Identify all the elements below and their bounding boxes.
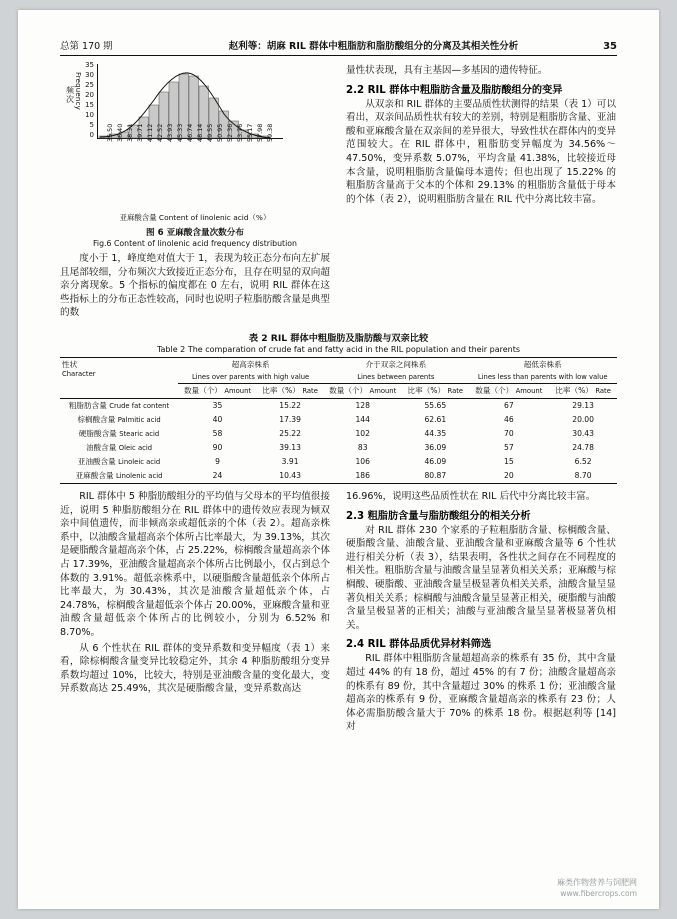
row-0-c0: 35 <box>212 401 223 411</box>
y-axis-label-cn: 频 次 <box>66 86 74 104</box>
row-2-c2: 102 <box>355 429 370 439</box>
sub-amount-1: 数量（个） Amount <box>178 383 257 398</box>
row-2-c1: 25.22 <box>279 429 301 439</box>
row-3-c5: 24.78 <box>572 443 594 453</box>
row-4-c4: 15 <box>503 457 514 467</box>
table-row <box>60 427 617 441</box>
row-5-label: 亚麻酸含量 Linolenic acid <box>60 469 178 484</box>
figure-6 <box>60 61 330 248</box>
table-2-grid <box>60 357 617 484</box>
table-caption-en: Table 2 The comparation of crude fat and fatty acid in the RIL population and their parents <box>156 344 521 354</box>
x-tick-13: 53.76 <box>236 123 244 142</box>
y-tick-2: 25 <box>85 81 94 89</box>
table-2 <box>60 330 617 484</box>
row-4-c3: 46.09 <box>424 457 447 467</box>
top-columns <box>60 61 617 322</box>
table-row <box>60 469 617 484</box>
paper-page <box>18 10 659 909</box>
row-5-c5: 8.70 <box>549 469 617 484</box>
row-2-c4: 70 <box>503 429 514 439</box>
table-row <box>60 441 617 455</box>
x-tick-2: 38.31 <box>126 123 134 142</box>
table-row <box>60 455 617 469</box>
y-tick-1: 30 <box>85 71 94 79</box>
x-tick-1: 36.40 <box>116 123 124 142</box>
bottom-right-paragraph-1: 16.96%，说明这些品质性状在 RIL 后代中分离比较丰富。 <box>346 490 596 502</box>
sub-rate-1: 比率（%） Rate <box>257 383 323 398</box>
row-3-c4: 57 <box>503 443 514 453</box>
row-0-c4: 67 <box>503 401 514 411</box>
sub-amount-3: 数量（个） Amount <box>468 383 549 398</box>
figure-caption-cn: 图 6 亚麻酸含量次数分布 <box>146 228 244 238</box>
x-tick-16: 59.38 <box>266 123 274 142</box>
section-heading-2-2: 2.2 RIL 群体中粗脂肪含量及脂肪酸组分的变异 <box>346 84 563 96</box>
x-tick-6: 43.93 <box>166 123 174 142</box>
left-column-top <box>60 61 330 322</box>
group-high-en: Lines over parents with high value <box>178 372 323 384</box>
x-tick-4: 41.12 <box>146 123 154 142</box>
table-row <box>60 398 617 413</box>
y-tick-4: 15 <box>85 101 94 109</box>
row-2-label: 硬脂酸含量 Stearic acid <box>78 429 160 439</box>
frequency-chart <box>66 61 321 182</box>
row-5-c0: 24 <box>178 469 257 484</box>
row-4-c5: 6.52 <box>574 457 592 467</box>
y-tick-5: 10 <box>85 111 94 119</box>
row-3-c3: 36.09 <box>424 443 447 453</box>
row-1-c3: 62.61 <box>424 415 447 425</box>
bottom-left-paragraph-2: 从 6 个性状在 RIL 群体的变异系数和变异幅度（表 1）来看，除棕榈酸含量变异比较稳定外，其余 4 种脂肪酸组分变异系数均超过 10%，比较大，特别是亚油酸含量的变化最大，变异系数高达 25.49%，其次是硬脂酸含量，变异系数高达 <box>60 642 330 695</box>
row-2-c3: 44.35 <box>424 429 447 439</box>
x-tick-15: 57.98 <box>256 123 264 142</box>
table-row <box>60 413 617 427</box>
row-2-c0: 58 <box>212 429 223 439</box>
x-tick-12: 52.36 <box>226 123 234 142</box>
x-tick-14: 55.17 <box>246 123 254 142</box>
right-paragraph-2: 从双亲和 RIL 群体的主要品质性状测得的结果（表 1）可以看出，双亲间品质性状有较大的差别，特别是粗脂肪含量、亚油酸和亚麻酸含量在双亲间的差异很大，导致性状在群体内的变异范围较大。在 RIL 群体中，粗脂肪变异幅度为 34.56%～47.50%，变异系数 5.07%，平均含量 41.38%，比较接近母本含量，说明粗脂肪含量偏母本遗传；但也出现了 15.22% 的粗脂肪含量高于父本的个体和 29.13% 的粗脂肪含量低于母本的个体（表 2），说明粗脂肪含量在 RIL 代中分离比较丰富。 <box>346 98 616 205</box>
row-1-c1: 17.39 <box>279 415 301 425</box>
running-head-left: 总第 170 期 <box>60 41 113 52</box>
sub-rate-2: 比率（%） Rate <box>402 383 468 398</box>
row-0-c3: 55.65 <box>424 401 447 411</box>
left-paragraph-1: 度小于 1，峰度绝对值大于 1，表现为较正态分布向左扩展且尾部较细，分布频次大致接近正态分布，且存在明显的双向超亲分离现象。5 个指标的偏度都在 0 左右，说明 RIL 群体在这些指标上的分布正态性较高，同时也说明子粒脂肪酸含量是典型的数 <box>60 253 330 319</box>
section-heading-2-3: 2.3 粗脂肪含量与脂肪酸组分的相关分析 <box>346 510 531 522</box>
y-tick-7: 0 <box>89 131 94 139</box>
y-tick-0: 35 <box>85 61 94 69</box>
row-3-c0: 90 <box>212 443 223 453</box>
table-header-row-groups <box>60 357 617 372</box>
x-tick-10: 49.55 <box>206 123 214 142</box>
row-1-label: 棕榈酸含量 Palmitic acid <box>77 415 161 425</box>
header-character-en: Character <box>62 370 96 379</box>
y-tick-6: 5 <box>89 121 94 129</box>
watermark-title: 麻类作物营养与饲肥网 <box>557 878 637 887</box>
row-5-c3: 80.87 <box>402 469 468 484</box>
x-tick-8: 46.74 <box>186 123 194 142</box>
watermark <box>557 877 637 899</box>
x-tick-9: 48.14 <box>196 123 204 142</box>
group-low-cn: 超低亲株系 <box>468 357 617 372</box>
y-axis-label-en: Frequency <box>74 72 82 110</box>
x-tick-3: 39.71 <box>136 123 144 142</box>
row-1-c2: 144 <box>355 415 370 425</box>
group-low-en: Lines less than parents with low value <box>468 372 617 384</box>
figure-caption-en: Fig.6 Content of linolenic acid frequency distribution <box>93 239 297 248</box>
row-0-c1: 15.22 <box>279 401 301 411</box>
table-caption-cn: 表 2 RIL 群体中粗脂肪及脂肪酸与双亲比较 <box>248 332 429 344</box>
right-paragraph-1: 量性状表现，具有主基因—多基因的遗传特征。 <box>346 65 548 76</box>
page-number: 35 <box>603 41 617 52</box>
row-4-label: 亚油酸含量 Linoleic acid <box>77 457 161 467</box>
x-tick-7: 45.33 <box>176 123 184 142</box>
right-column-bottom <box>346 490 616 736</box>
header-character <box>60 357 178 383</box>
row-4-c0: 9 <box>215 457 220 467</box>
header-rule <box>60 55 617 56</box>
bottom-columns <box>60 490 617 736</box>
bottom-left-paragraph-1: RIL 群体中 5 种脂肪酸组分的平均值与父母本的平均值很接近，说明 5 种脂肪酸组分在 RIL 群体中的遗传效应表现为倾双亲中间值遗传，而非倾高亲或超低亲的个体（表 2）。超高亲株系中，以油酸含量超高亲个体所占比率最大，为 39.13%，其次是硬脂酸含量超高亲个体，占 25.22%，棕榈酸含量超高亲个体占 17.39%，亚油酸含量超高亲个体所占比例最小，仅占到总个体数的 3.91%。超低亲株系中，以硬脂酸含量超低亲个体所占比率最大，为 30.43%，其次是油酸含量超低亲个体，占 24.78%，棕榈酸含量超低亲个体占 20.00%，亚麻酸含量和亚油酸含量超低亲个体所占的比例较小，分别为 6.52% 和 8.70%。 <box>60 490 330 638</box>
row-3-c2: 83 <box>357 443 368 453</box>
right-column-top <box>346 64 616 322</box>
group-between-en: Lines between parents <box>323 372 468 384</box>
page-content <box>60 38 617 736</box>
row-0-c2: 128 <box>355 401 370 411</box>
y-tick-3: 20 <box>85 91 94 99</box>
row-3-label: 油酸含量 Oleic acid <box>85 443 153 453</box>
x-tick-0: 35.50 <box>106 123 114 142</box>
row-5-c2: 186 <box>323 469 402 484</box>
sub-rate-3: 比率（%） Rate <box>549 383 617 398</box>
x-tick-11: 50.95 <box>216 123 224 142</box>
table-subheader-row <box>60 383 617 398</box>
row-1-c0: 40 <box>212 415 223 425</box>
watermark-url: www.fibercrops.com <box>560 889 637 898</box>
row-0-c5: 29.13 <box>572 401 594 411</box>
header-character-cn: 性状 <box>62 360 78 370</box>
running-head <box>60 38 617 55</box>
group-high-cn: 超高亲株系 <box>178 357 323 372</box>
row-1-c4: 46 <box>503 415 514 425</box>
row-0-label: 粗脂肪含量 Crude fat content <box>68 401 170 411</box>
row-1-c5: 20.00 <box>572 415 594 425</box>
section-heading-2-4: 2.4 RIL 群体品质优异材料筛选 <box>346 639 492 651</box>
row-2-c5: 30.43 <box>572 429 594 439</box>
sub-amount-2: 数量（个） Amount <box>323 383 402 398</box>
group-between-cn: 介于双亲之间株系 <box>323 357 468 372</box>
x-tick-5: 42.52 <box>156 123 164 142</box>
row-5-c4: 20 <box>468 469 549 484</box>
row-3-c1: 39.13 <box>279 443 301 453</box>
x-axis-title: 亚麻酸含量 Content of linolenic acid（%） <box>119 213 271 222</box>
bottom-right-paragraph-3: RIL 群体中粗脂肪含量超超高亲的株系有 35 份，其中含量超过 44% 的有 18 份，超过 45% 的有 7 份；油酸含量超高亲的株系有 89 份，其中含量超过 30% 的株系 1 份；亚油酸含量超高亲的株系有 9 份，亚麻酸含量超高亲的株系有 23 份；人体必需脂肪酸含量大于 70% 的株系 18 份。根据赵利等 [14] 对 <box>346 653 616 733</box>
running-head-title: 赵利等：胡麻 RIL 群体中粗脂肪和脂肪酸组分的分离及其相关性分析 <box>228 41 519 52</box>
row-5-c1: 10.43 <box>257 469 323 484</box>
row-4-c1: 3.91 <box>281 457 299 467</box>
left-column-bottom <box>60 490 330 736</box>
row-4-c2: 106 <box>355 457 370 467</box>
bottom-right-paragraph-2: 对 RIL 群体 230 个家系的子粒粗脂肪含量、棕榈酸含量、硬脂酸含量、油酸含量、亚油酸含量和亚麻酸含量等 6 个性状进行相关分析（表 3），结果表明，各性状之间存在不同程度的相关性。粗脂肪含量与油酸含量呈显著负相关关系；亚麻酸与棕榈酸、硬脂酸、亚油酸含量呈极显著负相关关系，油酸含量呈显著负相关关系；棕榈酸与油酸含量呈显著正相关，硬脂酸与油酸含量呈极显著的正相关；油酸与亚油酸含量呈显著极显著负相关。 <box>346 524 616 631</box>
subheader-blank <box>60 383 178 398</box>
